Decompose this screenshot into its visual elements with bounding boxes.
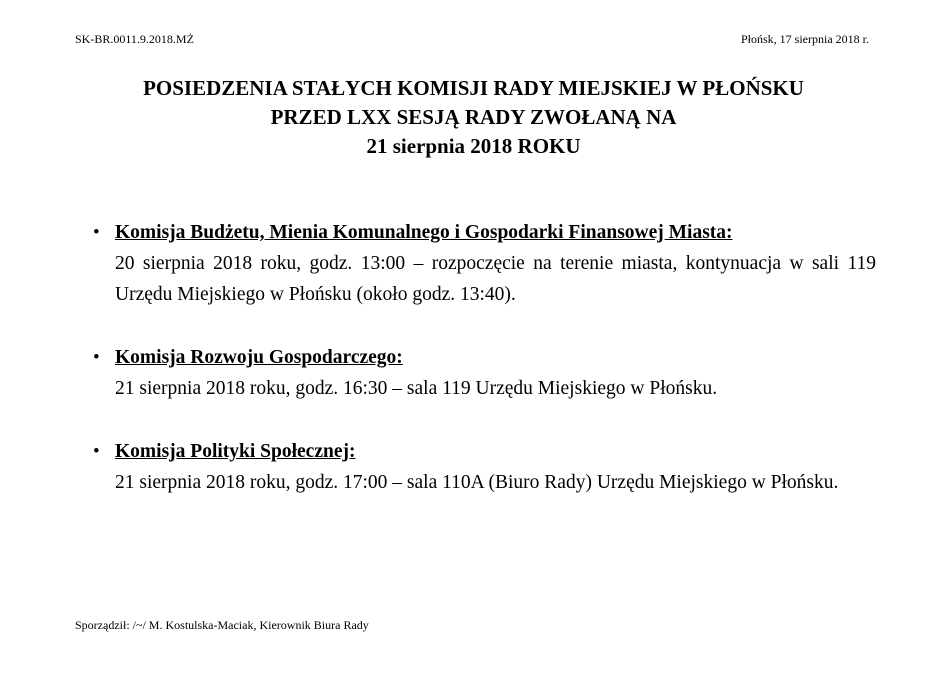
committee-item-social-policy bbox=[93, 437, 876, 498]
document-reference-number: SK-BR.0011.9.2018.MŻ bbox=[75, 32, 194, 46]
committee-schedule: 21 sierpnia 2018 roku, godz. 16:30 – sala 119 Urzędu Miejskiego w Płońsku. bbox=[115, 378, 718, 399]
committee-list bbox=[93, 218, 876, 531]
document-date: Płońsk, 17 sierpnia 2018 r. bbox=[741, 32, 869, 46]
committee-schedule: 21 sierpnia 2018 roku, godz. 17:00 – sala 110A (Biuro Rady) Urzędu Miejskiego w Płońsku. bbox=[115, 472, 839, 493]
committee-heading: Komisja Rozwoju Gospodarczego: bbox=[115, 347, 403, 368]
title-line-2: PRZED LXX SESJĄ RADY ZWOŁANĄ NA bbox=[270, 105, 677, 129]
prepared-by-note: Sporządził: /~/ M. Kostulska-Maciak, Kierownik Biura Rady bbox=[75, 618, 369, 632]
title-line-3: 21 sierpnia 2018 ROKU bbox=[366, 134, 581, 158]
committee-heading: Komisja Budżetu, Mienia Komunalnego i Gospodarki Finansowej Miasta: bbox=[115, 222, 733, 243]
committee-heading: Komisja Polityki Społecznej: bbox=[115, 441, 356, 462]
document-title bbox=[0, 74, 947, 161]
bullet-icon: • bbox=[93, 222, 100, 243]
bullet-icon: • bbox=[93, 441, 100, 462]
bullet-icon: • bbox=[93, 347, 100, 368]
title-line-1: POSIEDZENIA STAŁYCH KOMISJI RADY MIEJSKIEJ W PŁOŃSKU bbox=[143, 76, 804, 100]
committee-item-economic-development bbox=[93, 343, 876, 404]
committee-schedule: 20 sierpnia 2018 roku, godz. 13:00 – rozpoczęcie na terenie miasta, kontynuacja w sali 119 Urzędu Miejskiego w Płońsku (około godz. 13:40). bbox=[115, 253, 876, 305]
committee-item-budget bbox=[93, 218, 876, 310]
